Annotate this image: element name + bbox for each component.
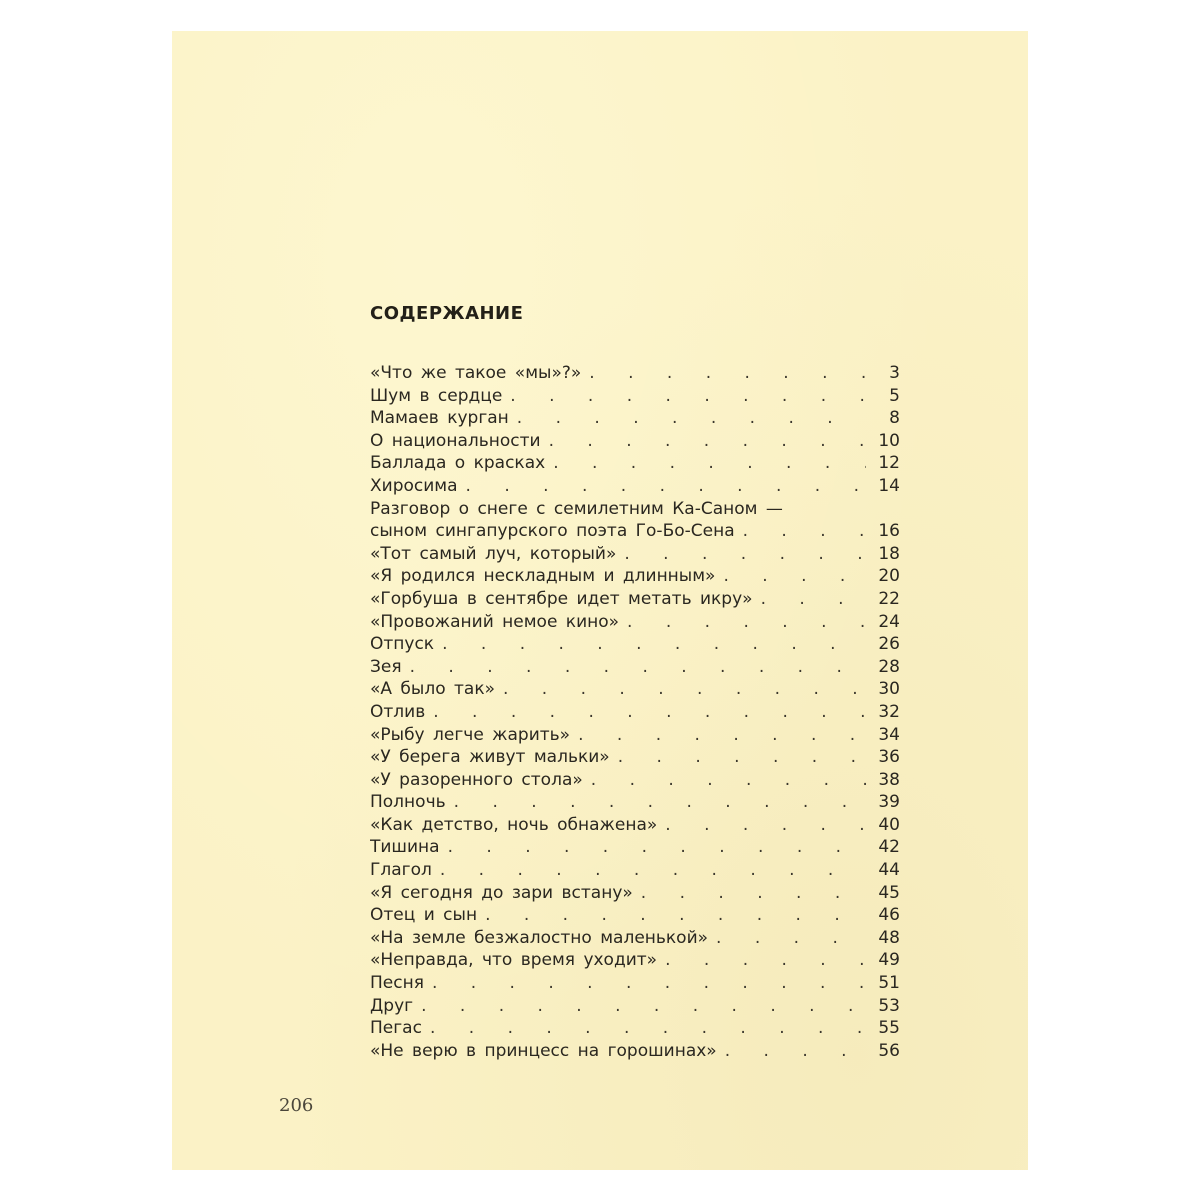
toc-entry <box>370 927 900 950</box>
toc-entry-page: 49 <box>878 950 900 971</box>
dot-leader <box>545 452 866 475</box>
toc-entry <box>370 656 900 679</box>
toc-entry <box>370 588 900 611</box>
dot-leader <box>717 1040 866 1063</box>
toc-entry-title: «У разоренного стола» <box>370 769 583 790</box>
toc-entry-title: Отлив <box>370 701 426 722</box>
toc-entry <box>370 452 900 475</box>
dot-leader <box>583 769 866 792</box>
toc-entry-page: 3 <box>889 363 900 383</box>
toc-entry <box>370 498 900 521</box>
dot-leader <box>440 836 866 859</box>
toc-entry <box>370 814 900 837</box>
toc-entry-title: «Что же такое «мы»?» <box>370 363 582 383</box>
toc-entry <box>370 543 900 566</box>
toc-entry-page: 5 <box>889 385 900 406</box>
toc-entry-title: «На земле безжалостно маленькой» <box>370 927 709 948</box>
toc-entry-title: «Я сегодня до зари встану» <box>370 882 633 903</box>
toc-entry-title: Пегас <box>370 1018 422 1039</box>
page-title: СОДЕРЖАНИЕ <box>370 303 524 324</box>
toc-entry-title: Песня <box>370 973 424 994</box>
toc-entry-page: 26 <box>878 634 900 655</box>
dot-leader <box>422 1017 866 1040</box>
toc-entry-page: 20 <box>878 566 900 587</box>
book-page <box>172 31 1028 1170</box>
toc-entry-title: Тишина <box>370 837 440 858</box>
toc-entry-page: 51 <box>878 973 900 994</box>
toc-entry-page: 30 <box>878 679 900 700</box>
dot-leader <box>434 633 866 656</box>
toc-entry-title: О национальности <box>370 430 541 451</box>
dot-leader <box>402 656 866 679</box>
toc-entry-page: 55 <box>878 1018 900 1039</box>
toc-entry <box>370 1040 900 1063</box>
toc-entry-title: Баллада о красках <box>370 453 546 474</box>
toc-entry <box>370 882 900 905</box>
toc-entry <box>370 678 900 701</box>
toc-entry-page: 48 <box>878 927 900 948</box>
toc-entry-page: 24 <box>878 611 900 632</box>
toc-entry-page: 53 <box>878 995 900 1016</box>
toc-entry-title: Отец и сын <box>370 905 478 926</box>
toc-entry <box>370 949 900 972</box>
toc-entry-page: 18 <box>878 543 900 564</box>
toc-entry-title: Зея <box>370 656 402 677</box>
page-number: 206 <box>279 1095 314 1116</box>
toc-entry <box>370 746 900 769</box>
toc-entry <box>370 633 900 656</box>
toc-entry <box>370 859 900 882</box>
dot-leader <box>425 701 866 724</box>
toc-entry-title: «Провожаний немое кино» <box>370 611 620 632</box>
dot-leader <box>715 565 866 588</box>
dot-leader <box>570 724 866 747</box>
toc-entry <box>370 362 900 385</box>
dot-leader <box>502 385 866 408</box>
dot-leader <box>616 543 866 566</box>
toc-entry-page: 45 <box>878 882 900 903</box>
dot-leader <box>424 972 866 995</box>
dot-leader <box>753 588 866 611</box>
dot-leader <box>458 475 866 498</box>
toc-entry-page: 32 <box>878 701 900 722</box>
toc-entry-page: 36 <box>878 747 900 768</box>
toc-entry <box>370 995 900 1018</box>
dot-leader <box>446 791 866 814</box>
toc-entry <box>370 791 900 814</box>
toc-entry-page: 39 <box>878 792 900 813</box>
toc-entry-page: 42 <box>878 837 900 858</box>
toc-entry <box>370 475 900 498</box>
toc-entry-title: Хиросима <box>370 475 458 496</box>
toc-entry-page: 38 <box>878 769 900 790</box>
toc-entry-page: 34 <box>878 724 900 745</box>
toc-entry-title: «Я родился нескладным и длинным» <box>370 566 716 587</box>
toc-entry <box>370 836 900 859</box>
dot-leader <box>477 904 866 927</box>
toc-entry-title: сыном сингапурского поэта Го-Бо-Сена <box>370 521 735 542</box>
toc-entry-title: Глагол <box>370 860 432 881</box>
dot-leader <box>619 611 866 634</box>
toc-entry-title: «Рыбу легче жарить» <box>370 724 571 745</box>
toc-entry <box>370 972 900 995</box>
toc-entry-page: 44 <box>878 860 900 881</box>
toc-entry <box>370 565 900 588</box>
toc-entry-title: Отпуск <box>370 634 435 655</box>
dot-leader <box>509 407 866 430</box>
toc-entry-page: 16 <box>878 521 900 542</box>
toc-entry <box>370 430 900 453</box>
toc-entry <box>370 611 900 634</box>
dot-leader <box>495 678 866 701</box>
dot-leader <box>432 859 866 882</box>
dot-leader <box>610 746 866 769</box>
toc-entry-title: «Как детство, ночь обнажена» <box>370 814 658 835</box>
dot-leader <box>735 520 866 543</box>
toc-entry-page: 10 <box>878 430 900 451</box>
toc-entry <box>370 904 900 927</box>
toc-entry-page: 8 <box>889 408 900 429</box>
toc-entry <box>370 1017 900 1040</box>
toc-entry <box>370 769 900 792</box>
toc-entry <box>370 385 900 408</box>
toc-entry-title: «А было так» <box>370 679 495 700</box>
dot-leader <box>541 430 866 453</box>
dot-leader <box>413 995 866 1018</box>
dot-leader <box>657 814 866 837</box>
toc-entry-page: 46 <box>878 905 900 926</box>
toc-entry-page: 12 <box>878 453 900 474</box>
toc-entry-title: Шум в сердце <box>370 385 503 406</box>
toc-entry <box>370 407 900 430</box>
toc-entry-page: 56 <box>878 1040 900 1061</box>
toc-entry-page: 14 <box>878 475 900 496</box>
dot-leader <box>657 949 866 972</box>
toc-entry-title: «Неправда, что время уходит» <box>370 950 658 971</box>
dot-leader <box>708 927 866 950</box>
toc-entry-title: «Не верю в принцесс на горошинах» <box>370 1040 717 1061</box>
toc-entry-page: 28 <box>878 656 900 677</box>
toc-entry-title: Разговор о снеге с семилетним Ка-Саном — <box>370 498 783 519</box>
toc-entry-title: «Тот самый луч, который» <box>370 543 617 564</box>
toc-entry <box>370 520 900 543</box>
toc-entry-page: 40 <box>878 814 900 835</box>
table-of-contents <box>370 362 900 1062</box>
toc-entry-title: «У берега живут мальки» <box>370 747 610 768</box>
toc-entry <box>370 724 900 747</box>
toc-entry-title: «Горбуша в сентябре идет метать икру» <box>370 588 753 609</box>
toc-entry-title: Полночь <box>370 792 446 813</box>
toc-entry-page: 22 <box>878 588 900 609</box>
toc-entry-title: Друг <box>370 995 414 1016</box>
toc-entry-title: Мамаев курган <box>370 408 509 429</box>
toc-entry <box>370 701 900 724</box>
dot-leader <box>581 362 866 385</box>
dot-leader <box>633 882 866 905</box>
